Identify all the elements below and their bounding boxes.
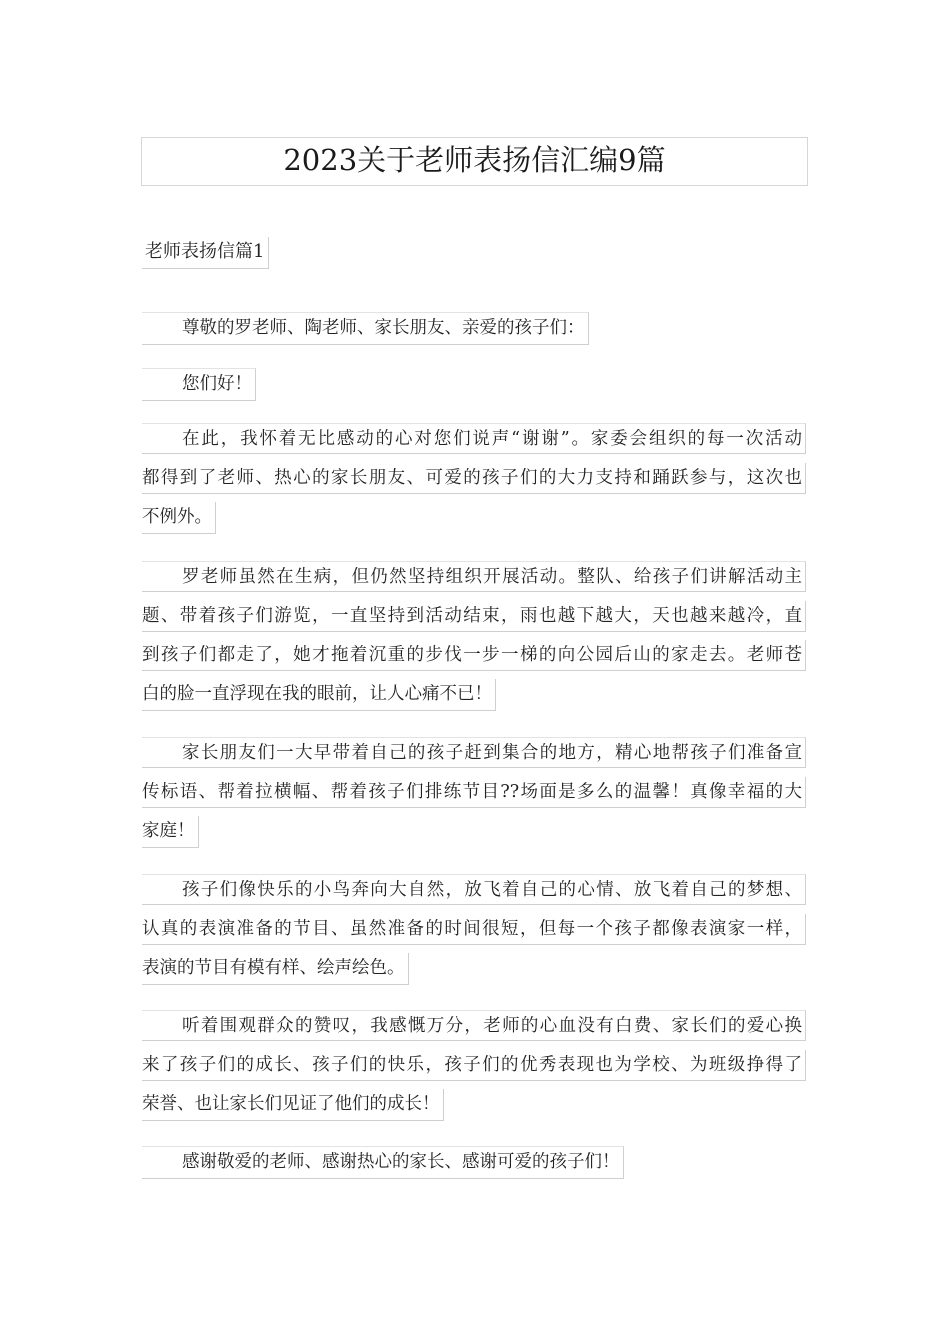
paragraph-reflection [142, 1006, 809, 1123]
text-line: 罗老师虽然在生病，但仍然坚持组织开展活动。整队、给孩子们讲解活动主 [142, 561, 806, 592]
text-line: 家长朋友们一大早带着自己的孩子赶到集合的地方，精心地帮孩子们准备宣 [142, 737, 806, 768]
text-line: 白的脸一直浮现在我的眼前，让人心痛不已！ [142, 679, 496, 711]
paragraph-thanks [142, 419, 809, 536]
text-line: 来了孩子们的成长、孩子们的快乐，孩子们的优秀表现也为学校、为班级挣得了 [142, 1050, 806, 1081]
section-heading: 老师表扬信篇1 [142, 237, 269, 269]
text-line: 您们好！ [142, 368, 256, 401]
paragraph-parents [142, 733, 809, 850]
text-line: 荣誉、也让家长们见证了他们的成长！ [142, 1089, 444, 1121]
text-line: 认真的表演准备的节目、虽然准备的时间很短，但每一个孩子都像表演家一样， [142, 914, 806, 945]
text-line: 感谢敬爱的老师、感谢热心的家长、感谢可爱的孩子们！ [142, 1146, 624, 1179]
text-line: 孩子们像快乐的小鸟奔向大自然，放飞着自己的心情、放飞着自己的梦想、 [142, 874, 806, 905]
text-line: 不例外。 [142, 502, 216, 534]
text-line: 题、带着孩子们游览，一直坚持到活动结束，雨也越下越大，天也越来越冷，直 [142, 601, 806, 632]
text-line: 表演的节目有模有样、绘声绘色。 [142, 953, 409, 985]
text-line: 到孩子们都走了，她才拖着沉重的步伐一步一梯的向公园后山的家走去。老师苍 [142, 640, 806, 671]
paragraph-closing [142, 1142, 809, 1181]
document-title: 2023关于老师表扬信汇编9篇 [141, 137, 808, 186]
paragraph-salutation [142, 308, 809, 347]
paragraph-teacher-luo [142, 557, 809, 713]
text-line: 家庭！ [142, 816, 199, 848]
text-line: 传标语、帮着拉横幅、帮着孩子们排练节目??场面是多么的温馨！真像幸福的大 [142, 777, 806, 808]
text-line: 都得到了老师、热心的家长朋友、可爱的孩子们的大力支持和踊跃参与，这次也 [142, 463, 806, 494]
text-line: 在此，我怀着无比感动的心对您们说声“谢谢”。家委会组织的每一次活动 [142, 423, 806, 454]
paragraph-greeting [142, 364, 809, 403]
text-line: 尊敬的罗老师、陶老师、家长朋友、亲爱的孩子们： [142, 312, 589, 345]
text-line: 听着围观群众的赞叹，我感慨万分，老师的心血没有白费、家长们的爱心换 [142, 1010, 806, 1041]
paragraph-children [142, 870, 809, 987]
